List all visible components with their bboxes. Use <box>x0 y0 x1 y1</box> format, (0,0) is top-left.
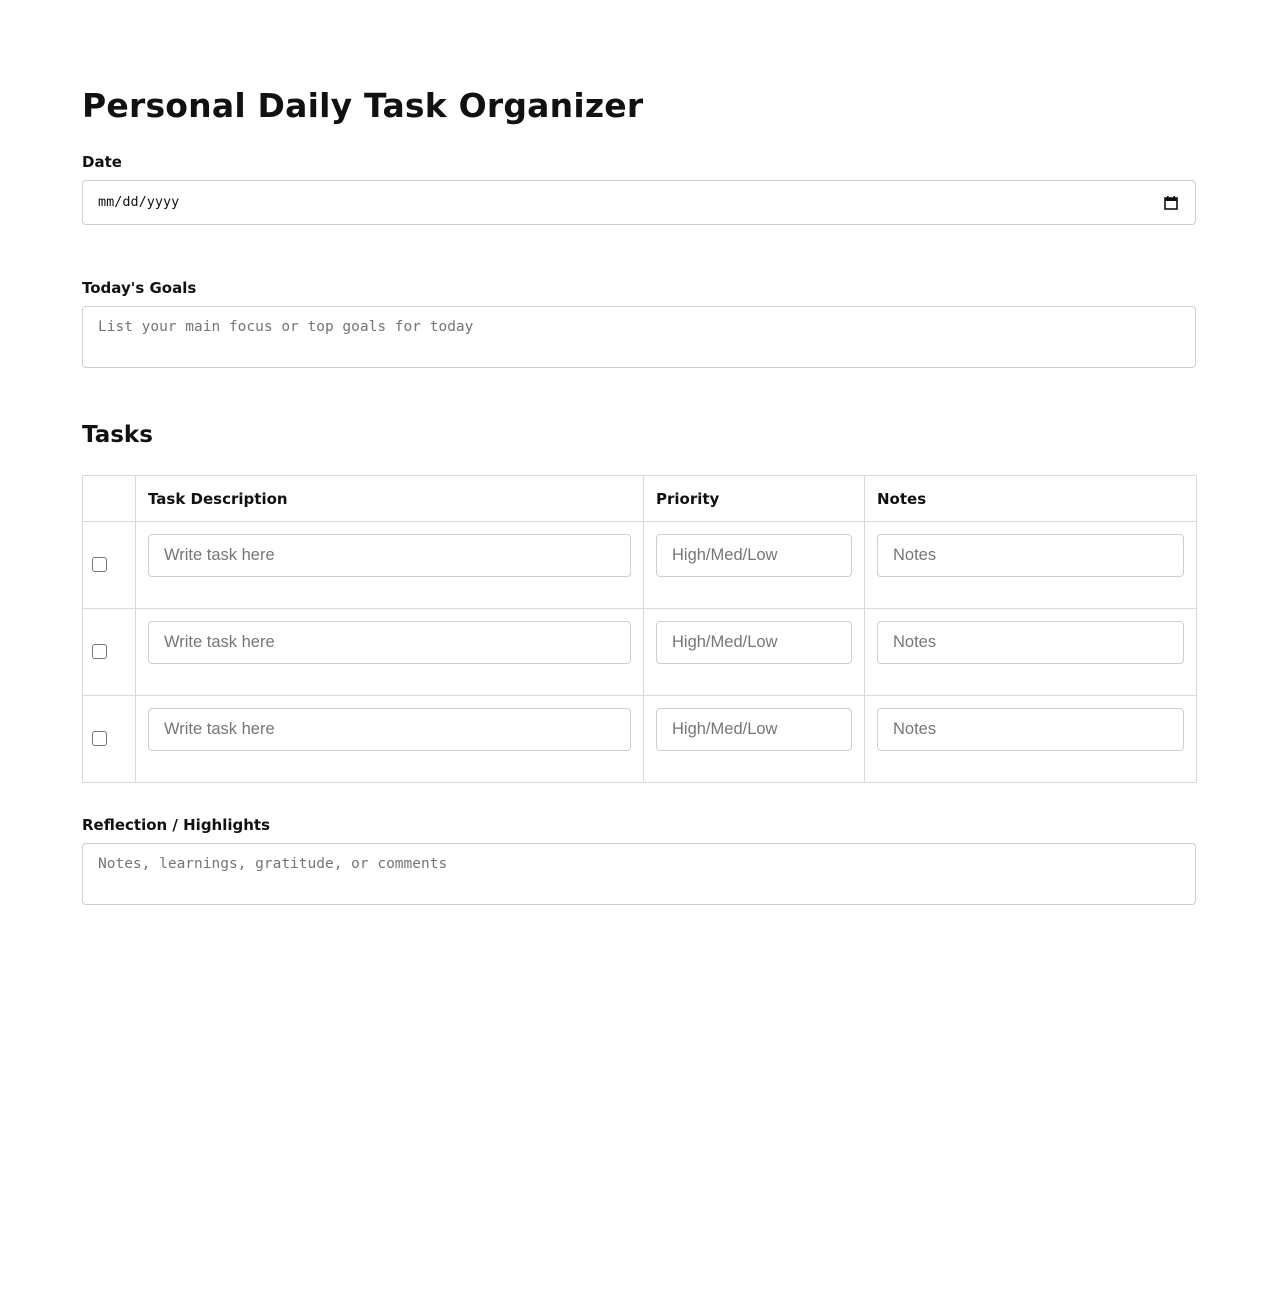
column-header-priority: Priority <box>644 476 865 522</box>
priority-input[interactable]: High/Med/Low <box>656 534 852 577</box>
tasks-table <box>82 475 1197 783</box>
reflection-label: Reflection / Highlights <box>82 816 271 834</box>
table-row <box>83 696 1197 783</box>
priority-cell <box>644 696 865 783</box>
task-description-cell <box>136 609 644 696</box>
notes-input[interactable]: Notes <box>877 708 1184 751</box>
column-header-check <box>83 476 136 522</box>
task-description-input[interactable]: Write task here <box>148 708 631 751</box>
task-description-input[interactable]: Write task here <box>148 534 631 577</box>
task-checkbox[interactable] <box>92 731 107 746</box>
notes-cell <box>865 522 1197 609</box>
check-cell <box>83 696 136 783</box>
task-description-input[interactable]: Write task here <box>148 621 631 664</box>
reflection-placeholder: Notes, learnings, gratitude, or comments <box>98 856 448 872</box>
date-label: Date <box>82 153 122 171</box>
page-title: Personal Daily Task Organizer <box>82 86 644 125</box>
column-header-task-description: Task Description <box>136 476 644 522</box>
check-cell <box>83 609 136 696</box>
column-header-notes: Notes <box>865 476 1197 522</box>
table-row <box>83 609 1197 696</box>
tasks-heading: Tasks <box>82 422 153 448</box>
goals-placeholder: List your main focus or top goals for today <box>98 319 474 335</box>
date-input[interactable] <box>82 180 1196 225</box>
reflection-textarea[interactable] <box>82 843 1196 905</box>
task-description-cell <box>136 696 644 783</box>
priority-cell <box>644 609 865 696</box>
priority-cell <box>644 522 865 609</box>
notes-input[interactable]: Notes <box>877 621 1184 664</box>
task-checkbox[interactable] <box>92 557 107 572</box>
priority-input[interactable]: High/Med/Low <box>656 708 852 751</box>
notes-cell <box>865 696 1197 783</box>
date-placeholder: mm/dd/yyyy <box>98 194 180 210</box>
table-header-row <box>83 476 1197 522</box>
goals-label: Today's Goals <box>82 279 197 297</box>
task-description-cell <box>136 522 644 609</box>
check-cell <box>83 522 136 609</box>
notes-input[interactable]: Notes <box>877 534 1184 577</box>
goals-textarea[interactable] <box>82 306 1196 368</box>
table-row <box>83 522 1197 609</box>
calendar-icon[interactable] <box>1164 195 1178 210</box>
notes-cell <box>865 609 1197 696</box>
task-checkbox[interactable] <box>92 644 107 659</box>
priority-input[interactable]: High/Med/Low <box>656 621 852 664</box>
